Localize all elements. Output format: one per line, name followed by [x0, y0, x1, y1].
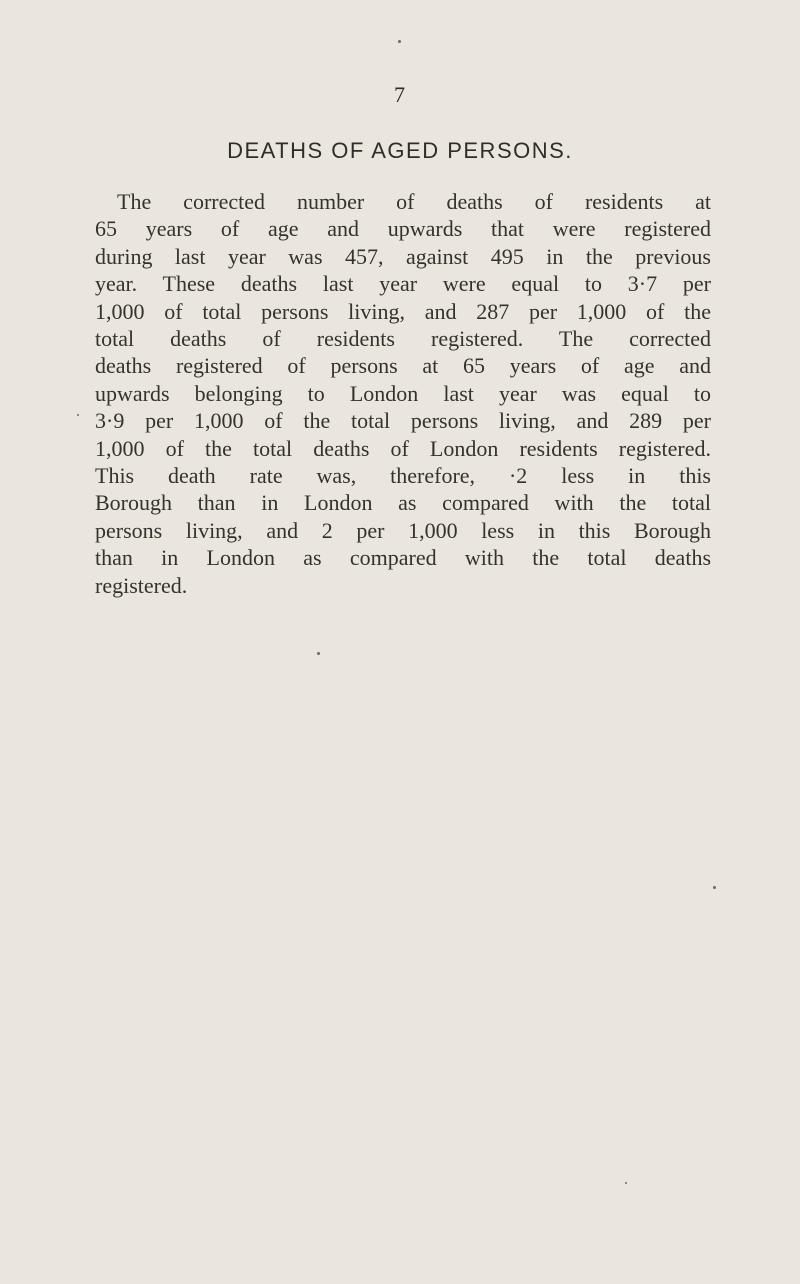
paper-speck	[77, 414, 79, 416]
body-paragraph	[95, 188, 711, 599]
paragraph-line: total deaths of residents registered. The corrected	[95, 326, 711, 352]
paper-speck	[317, 652, 320, 655]
paragraph-line: persons living, and 2 per 1,000 less in this Borough	[95, 517, 711, 543]
paragraph-line: The corrected number of deaths of residents at	[117, 189, 711, 214]
paragraph-line: than in London as compared with the total deaths	[95, 545, 711, 571]
paragraph-line: Borough than in London as compared with the total	[95, 490, 711, 516]
paragraph-line: 1,000 of the total deaths of London residents registered.	[95, 435, 711, 461]
paragraph-line: deaths registered of persons at 65 years of age and	[95, 353, 711, 379]
paragraph-line: during last year was 457, against 495 in the previous	[95, 243, 711, 269]
paragraph-line: upwards belonging to London last year was equal to	[95, 380, 711, 406]
paper-speck	[398, 40, 401, 43]
paragraph-line: 65 years of age and upwards that were registered	[95, 216, 711, 242]
paragraph-line: 1,000 of total persons living, and 287 per 1,000 of the	[95, 298, 711, 324]
section-heading: DEATHS OF AGED PERSONS.	[227, 138, 573, 163]
paragraph-line: registered.	[95, 572, 188, 598]
paragraph-line: This death rate was, therefore, ·2 less in this	[95, 463, 711, 489]
paper-speck	[713, 886, 716, 889]
paragraph-line: 3·9 per 1,000 of the total persons living, and 289 per	[95, 408, 711, 434]
paper-speck	[625, 1182, 627, 1184]
page-number: 7	[394, 82, 406, 107]
paragraph-line: year. These deaths last year were equal to 3·7 per	[95, 271, 711, 297]
